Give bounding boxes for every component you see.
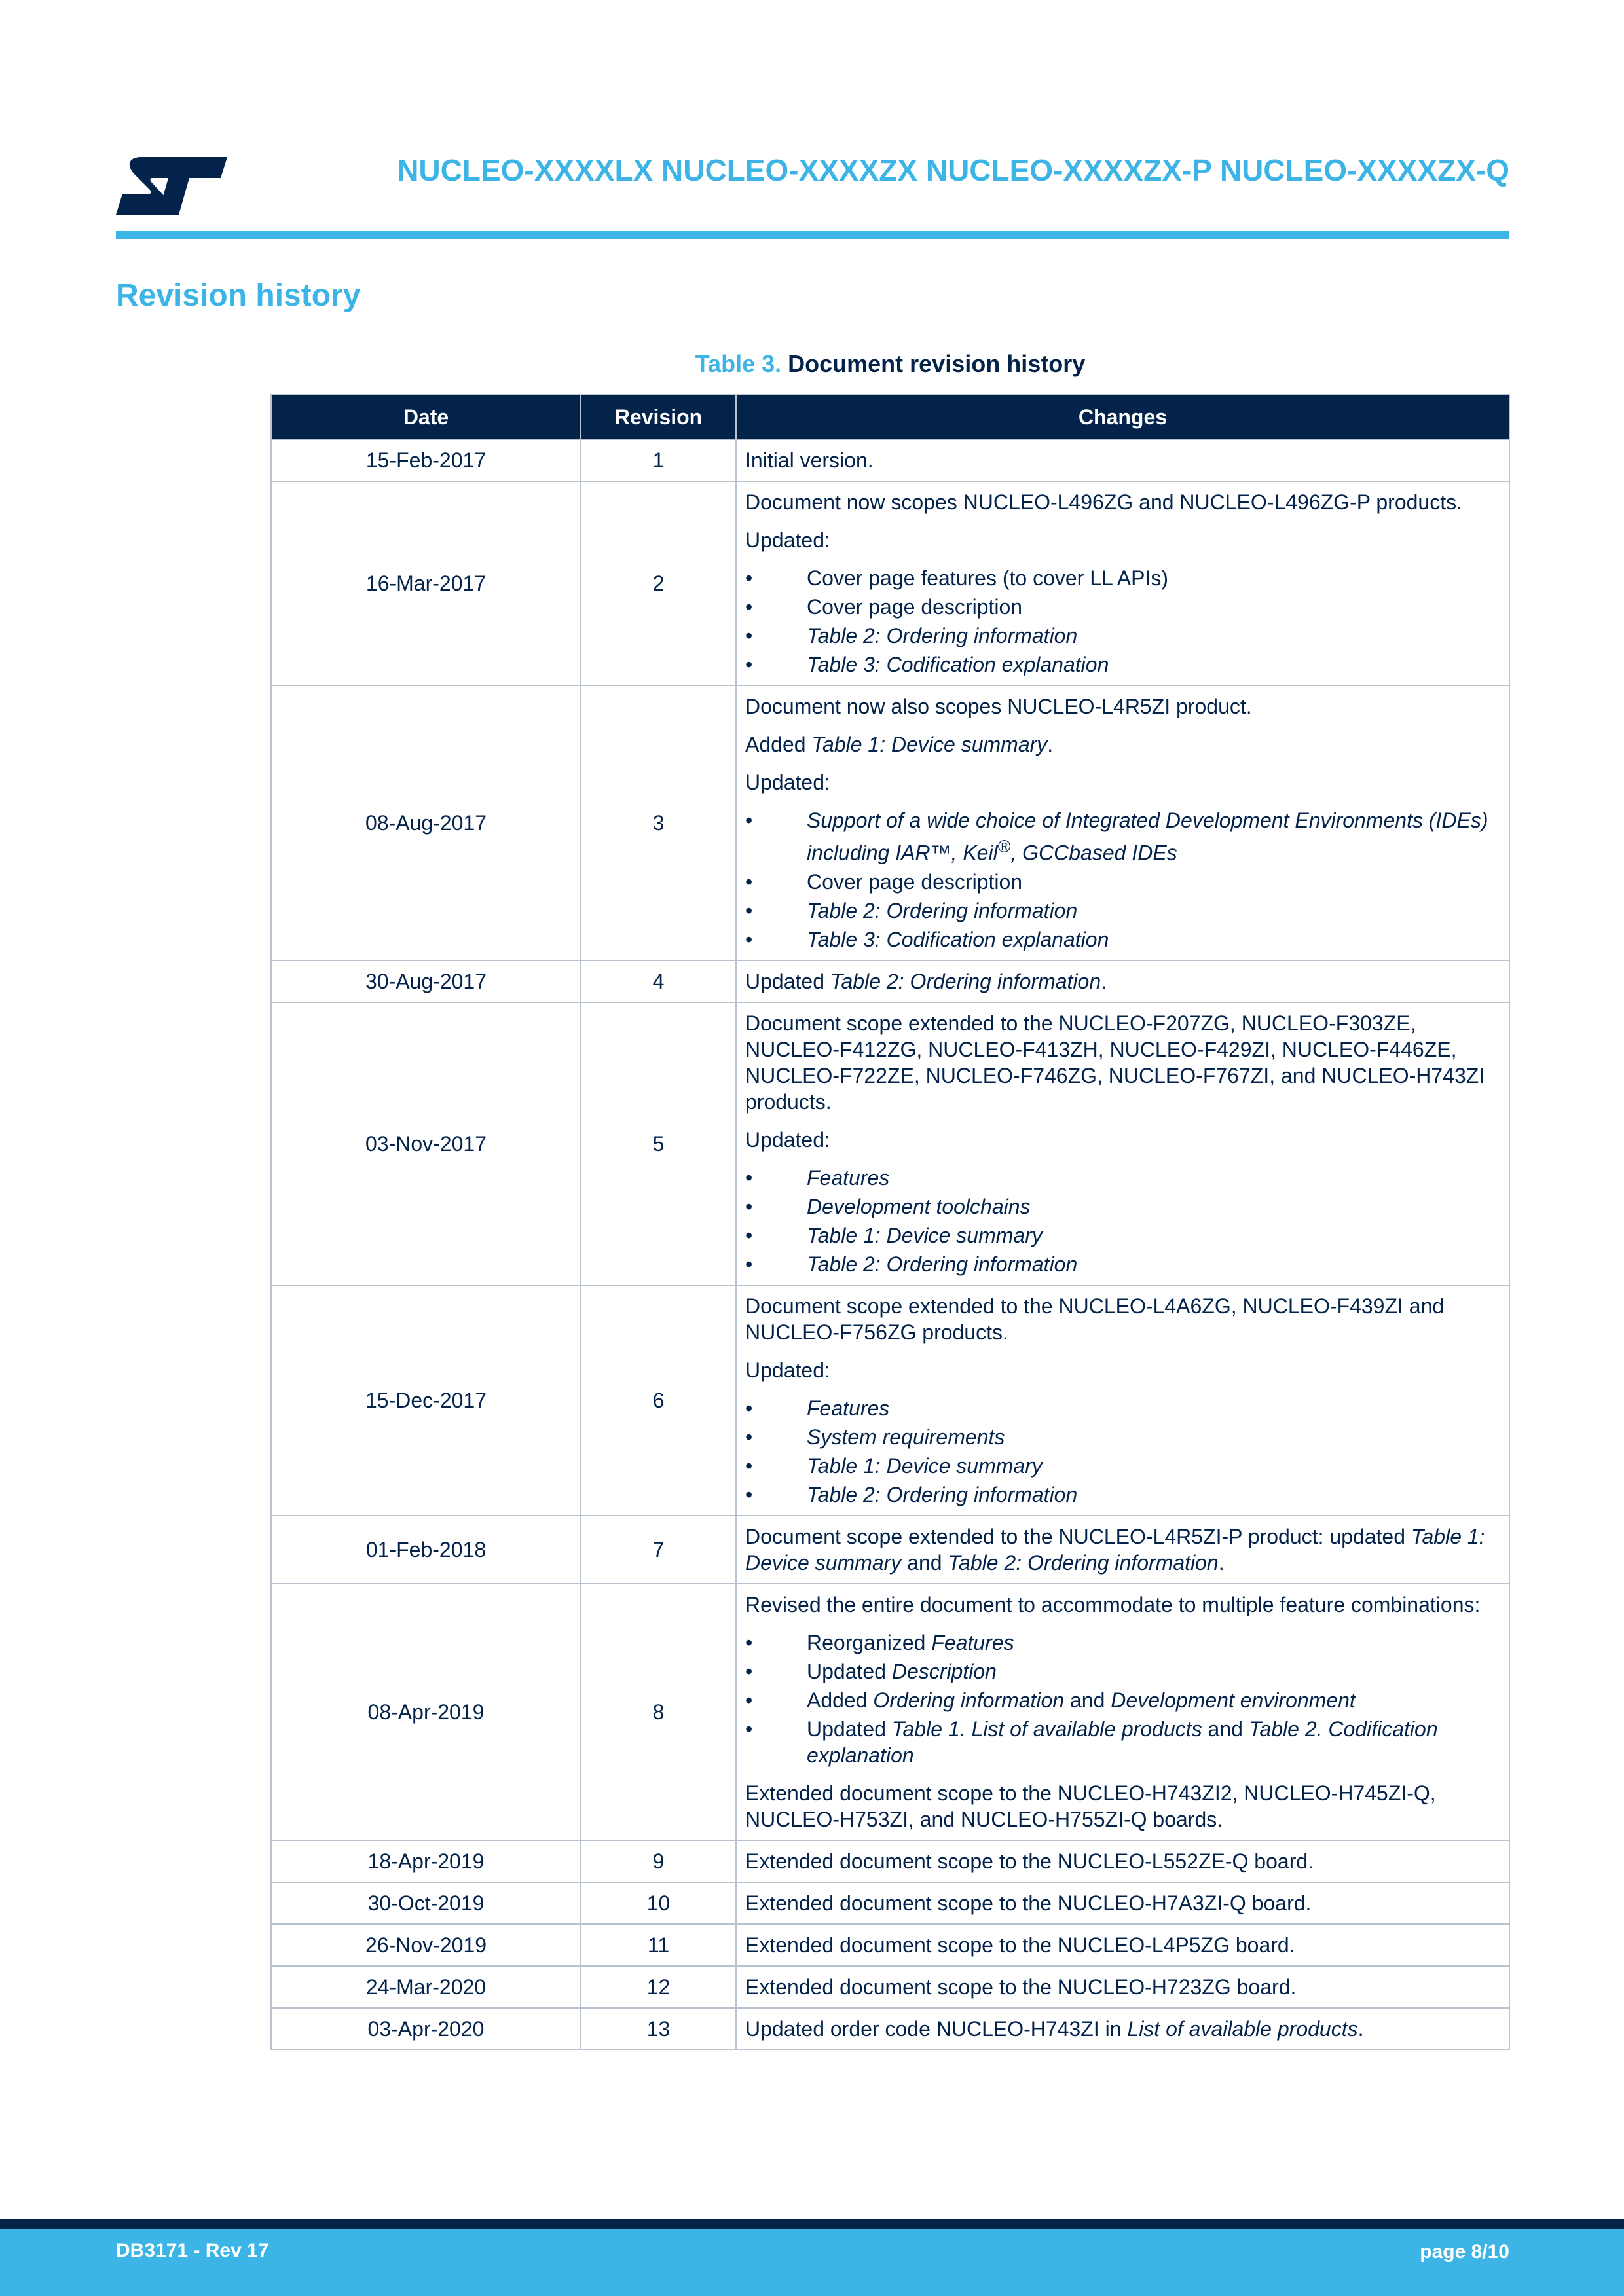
change-paragraph bbox=[745, 527, 1500, 553]
change-list-item bbox=[745, 651, 1500, 678]
text-run: Updated order code NUCLEO-H743ZI in bbox=[745, 2016, 1128, 2041]
cell-changes bbox=[736, 1002, 1509, 1285]
text-run: Updated bbox=[745, 969, 830, 993]
italic-reference: Development environment bbox=[1111, 1688, 1356, 1712]
text-run: and bbox=[901, 1550, 948, 1575]
change-list-item bbox=[745, 1453, 1500, 1479]
cell-changes bbox=[736, 2008, 1509, 2050]
cell-revision: 10 bbox=[581, 1882, 736, 1924]
cell-revision: 9 bbox=[581, 1840, 736, 1882]
cell-changes bbox=[736, 1840, 1509, 1882]
italic-reference: Features bbox=[807, 1396, 890, 1420]
change-paragraph bbox=[745, 1523, 1500, 1576]
cell-changes bbox=[736, 1966, 1509, 2008]
text-run: Cover page features (to cover LL APIs) bbox=[807, 566, 1168, 590]
cell-changes bbox=[736, 481, 1509, 685]
change-list-item bbox=[745, 1251, 1500, 1277]
cell-revision: 13 bbox=[581, 2008, 736, 2050]
cell-changes bbox=[736, 1584, 1509, 1840]
change-list-item bbox=[745, 1687, 1500, 1713]
change-list-item bbox=[745, 1716, 1500, 1768]
change-list-item bbox=[745, 807, 1500, 866]
text-run: Updated: bbox=[745, 771, 830, 794]
cell-date: 30-Oct-2019 bbox=[271, 1882, 581, 1924]
italic-reference: Table 2: Ordering information bbox=[807, 624, 1078, 647]
table-row bbox=[271, 439, 1509, 481]
italic-reference: ® bbox=[997, 837, 1011, 856]
cell-revision: 8 bbox=[581, 1584, 736, 1840]
table-row bbox=[271, 1840, 1509, 1882]
table-row bbox=[271, 1584, 1509, 1840]
column-header-changes: Changes bbox=[736, 395, 1509, 439]
change-paragraph bbox=[745, 2016, 1500, 2042]
change-paragraph bbox=[745, 1293, 1500, 1345]
change-list-item bbox=[745, 1165, 1500, 1191]
change-list bbox=[745, 1630, 1500, 1768]
change-paragraph bbox=[745, 1932, 1500, 1958]
change-paragraph bbox=[745, 1592, 1500, 1618]
footer-doc-id: DB3171 - Rev 17 bbox=[116, 2240, 269, 2261]
cell-date: 16-Mar-2017 bbox=[271, 481, 581, 685]
change-list-item bbox=[745, 1658, 1500, 1685]
change-list-item bbox=[745, 1630, 1500, 1656]
change-paragraph bbox=[745, 1010, 1500, 1115]
change-list-item bbox=[745, 869, 1500, 895]
table-row bbox=[271, 1882, 1509, 1924]
column-header-date: Date bbox=[271, 395, 581, 439]
italic-reference: Table 2. Codification explanation bbox=[807, 1717, 1438, 1767]
change-list-item bbox=[745, 623, 1500, 649]
cell-changes bbox=[736, 1516, 1509, 1584]
change-list-item bbox=[745, 1395, 1500, 1421]
text-run: Reorganized bbox=[807, 1630, 932, 1654]
change-paragraph bbox=[745, 1848, 1500, 1874]
table-row bbox=[271, 685, 1509, 960]
change-list-item bbox=[745, 1222, 1500, 1248]
italic-reference: Table 1. List of available products bbox=[891, 1717, 1202, 1741]
text-run: Extended document scope to the NUCLEO-L4P5ZG board. bbox=[745, 1933, 1295, 1957]
change-paragraph bbox=[745, 693, 1500, 720]
cell-date: 26-Nov-2019 bbox=[271, 1924, 581, 1966]
change-paragraph bbox=[745, 1890, 1500, 1916]
italic-reference: Table 2: Ordering information bbox=[807, 1482, 1078, 1506]
text-run: Updated bbox=[807, 1717, 892, 1741]
text-run: Updated bbox=[807, 1659, 892, 1683]
cell-date: 15-Dec-2017 bbox=[271, 1285, 581, 1516]
table-row bbox=[271, 960, 1509, 1002]
italic-reference: Features bbox=[931, 1630, 1014, 1654]
italic-reference: Ordering information bbox=[873, 1688, 1065, 1712]
text-run: Cover page description bbox=[807, 869, 1023, 894]
change-list-item bbox=[745, 926, 1500, 953]
cell-changes bbox=[736, 685, 1509, 960]
text-run: . bbox=[1101, 969, 1107, 993]
italic-reference: Table 3: Codification explanation bbox=[807, 927, 1109, 951]
cell-changes bbox=[736, 439, 1509, 481]
table-caption-title: Document revision history bbox=[788, 350, 1086, 377]
table-caption-number: Table 3. bbox=[695, 350, 782, 377]
cell-revision: 5 bbox=[581, 1002, 736, 1285]
table-row bbox=[271, 481, 1509, 685]
cell-revision: 7 bbox=[581, 1516, 736, 1584]
table-header-row bbox=[271, 395, 1509, 439]
italic-reference: Table 3: Codification explanation bbox=[807, 653, 1109, 676]
table-row bbox=[271, 1924, 1509, 1966]
column-header-revision: Revision bbox=[581, 395, 736, 439]
change-list-item bbox=[745, 1482, 1500, 1508]
text-run: Extended document scope to the NUCLEO-H7A3ZI-Q board. bbox=[745, 1891, 1312, 1915]
text-run: Extended document scope to the NUCLEO-L552ZE-Q board. bbox=[745, 1849, 1314, 1873]
cell-date: 30-Aug-2017 bbox=[271, 960, 581, 1002]
change-paragraph bbox=[745, 1780, 1500, 1832]
change-list bbox=[745, 1165, 1500, 1277]
text-run: Document scope extended to the NUCLEO-L4A6ZG, NUCLEO-F439ZI and NUCLEO-F756ZG products. bbox=[745, 1294, 1445, 1344]
text-run: Extended document scope to the NUCLEO-H723ZG board. bbox=[745, 1975, 1297, 1999]
change-paragraph bbox=[745, 968, 1500, 994]
cell-revision: 3 bbox=[581, 685, 736, 960]
change-list-item bbox=[745, 594, 1500, 620]
text-run: and bbox=[1064, 1688, 1111, 1712]
cell-changes bbox=[736, 1285, 1509, 1516]
table-body bbox=[271, 439, 1509, 2050]
italic-reference: System requirements bbox=[807, 1425, 1005, 1449]
italic-reference: Table 1: Device summary bbox=[811, 733, 1048, 756]
header-rule bbox=[116, 231, 1509, 239]
change-list-item bbox=[745, 1194, 1500, 1220]
italic-reference: Table 1: Device summary bbox=[807, 1223, 1043, 1247]
change-paragraph bbox=[745, 1357, 1500, 1383]
text-run: Document scope extended to the NUCLEO-F207ZG, NUCLEO-F303ZE, NUCLEO-F412ZG, NUCLEO-F413ZH, NUCLEO-F429ZI, NUCLEO-F446ZE, NUCLEO-F722ZE, NUCLEO-F746ZG, NUCLEO-F767ZI, and NUCLEO-H743ZI products. bbox=[745, 1011, 1485, 1114]
cell-date: 08-Apr-2019 bbox=[271, 1584, 581, 1840]
italic-reference: Table 2: Ordering information bbox=[948, 1550, 1219, 1575]
text-run: Revised the entire document to accommodate to multiple feature combinations: bbox=[745, 1592, 1481, 1616]
italic-reference: , GCCbased IDEs bbox=[1010, 841, 1177, 865]
cell-date: 03-Apr-2020 bbox=[271, 2008, 581, 2050]
cell-revision: 12 bbox=[581, 1966, 736, 2008]
change-paragraph bbox=[745, 769, 1500, 795]
section-title: Revision history bbox=[116, 278, 361, 313]
document-header-title: NUCLEO-XXXXLX NUCLEO-XXXXZX NUCLEO-XXXXZX-P NUCLEO-XXXXZX-Q bbox=[397, 153, 1509, 187]
change-list-item bbox=[745, 898, 1500, 924]
italic-reference: Description bbox=[891, 1659, 997, 1683]
text-run: Document now also scopes NUCLEO-L4R5ZI product. bbox=[745, 695, 1252, 718]
change-list bbox=[745, 807, 1500, 953]
cell-changes bbox=[736, 1924, 1509, 1966]
italic-reference: List of available products bbox=[1127, 2016, 1358, 2041]
cell-revision: 4 bbox=[581, 960, 736, 1002]
text-run: Updated: bbox=[745, 1127, 830, 1152]
change-list-item bbox=[745, 1424, 1500, 1450]
cell-date: 08-Aug-2017 bbox=[271, 685, 581, 960]
text-run: Document scope extended to the NUCLEO-L4R5ZI-P product: updated bbox=[745, 1524, 1411, 1548]
change-paragraph bbox=[745, 489, 1500, 515]
text-run: and bbox=[1202, 1717, 1249, 1741]
italic-reference: Table 1: Device summary bbox=[745, 1524, 1485, 1575]
text-run: . bbox=[1218, 1550, 1225, 1575]
cell-changes bbox=[736, 960, 1509, 1002]
cell-date: 18-Apr-2019 bbox=[271, 1840, 581, 1882]
revision-history-table bbox=[270, 394, 1510, 2050]
text-run: Added bbox=[807, 1688, 874, 1712]
change-list-item bbox=[745, 565, 1500, 591]
change-paragraph bbox=[745, 1127, 1500, 1153]
change-paragraph bbox=[745, 1974, 1500, 2000]
italic-reference: Development toolchains bbox=[807, 1194, 1031, 1218]
change-list bbox=[745, 565, 1500, 678]
text-run: Document now scopes NUCLEO-L496ZG and NUCLEO-L496ZG-P products. bbox=[745, 490, 1462, 514]
table-row bbox=[271, 1285, 1509, 1516]
text-run: Added bbox=[745, 733, 812, 756]
cell-revision: 1 bbox=[581, 439, 736, 481]
cell-revision: 11 bbox=[581, 1924, 736, 1966]
text-run: Extended document scope to the NUCLEO-H743ZI2, NUCLEO-H745ZI-Q, NUCLEO-H753ZI, and NUCLEO-H755ZI-Q boards. bbox=[745, 1781, 1436, 1831]
cell-revision: 6 bbox=[581, 1285, 736, 1516]
table-caption bbox=[271, 348, 1509, 380]
italic-reference: Table 1: Device summary bbox=[807, 1453, 1043, 1478]
text-run: Updated: bbox=[745, 1358, 830, 1382]
change-paragraph bbox=[745, 447, 1500, 473]
cell-changes bbox=[736, 1882, 1509, 1924]
table-row bbox=[271, 2008, 1509, 2050]
italic-reference: Table 2: Ordering information bbox=[807, 898, 1078, 922]
text-run: . bbox=[1357, 2016, 1364, 2041]
italic-reference: Features bbox=[807, 1165, 890, 1190]
footer-rule bbox=[0, 2219, 1624, 2229]
change-paragraph bbox=[745, 731, 1500, 757]
text-run: . bbox=[1047, 733, 1054, 756]
italic-reference: Table 2: Ordering information bbox=[830, 969, 1101, 993]
cell-date: 03-Nov-2017 bbox=[271, 1002, 581, 1285]
st-logo bbox=[116, 156, 227, 216]
cell-date: 15-Feb-2017 bbox=[271, 439, 581, 481]
cell-date: 24-Mar-2020 bbox=[271, 1966, 581, 2008]
table-row bbox=[271, 1516, 1509, 1584]
cell-revision: 2 bbox=[581, 481, 736, 685]
cell-date: 01-Feb-2018 bbox=[271, 1516, 581, 1584]
footer-page-number: page 8/10 bbox=[1420, 2241, 1509, 2263]
table-row bbox=[271, 1002, 1509, 1285]
italic-reference: Table 2: Ordering information bbox=[807, 1252, 1078, 1276]
italic-reference: Support of a wide choice of Integrated Development Environments (IDEs) including IAR™, Keil bbox=[807, 809, 1488, 865]
text-run: Cover page description bbox=[807, 595, 1023, 619]
table-row bbox=[271, 1966, 1509, 2008]
text-run: Initial version. bbox=[745, 448, 874, 472]
text-run: Updated: bbox=[745, 528, 830, 552]
change-list bbox=[745, 1395, 1500, 1508]
